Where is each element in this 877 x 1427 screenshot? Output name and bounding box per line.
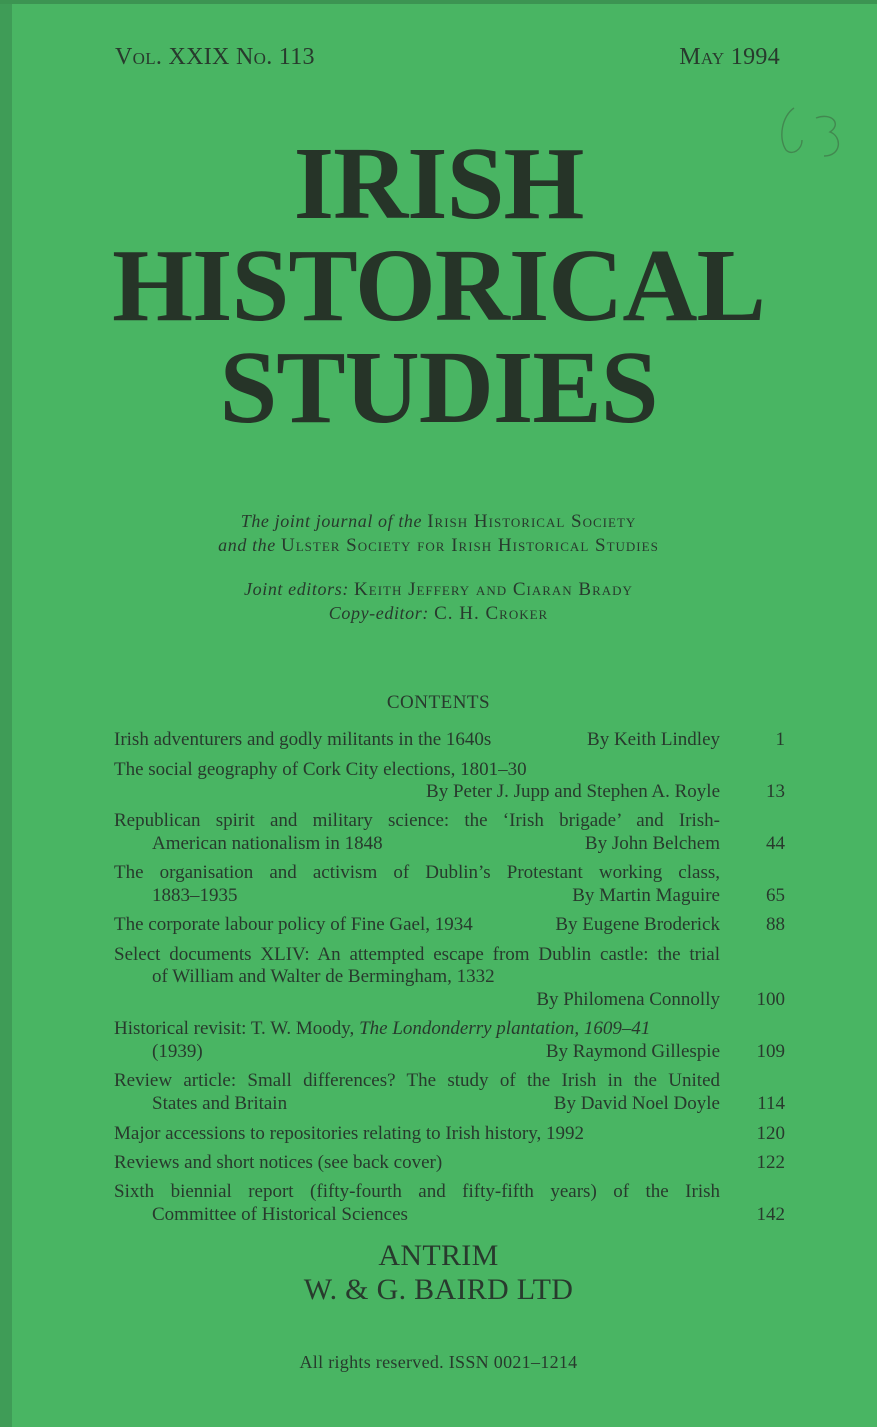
intro-italic-2: and the (218, 535, 276, 555)
toc-title: Reviews and short notices (see back cover) (114, 1152, 443, 1173)
toc-title: The corporate labour policy of Fine Gael, 1934 (114, 914, 473, 935)
issue-date (679, 44, 780, 71)
toc-entry (152, 1040, 720, 1063)
toc-page: 44 (766, 833, 785, 854)
toc-entry (152, 884, 720, 907)
toc-entry (152, 832, 720, 855)
toc-title-cont: (1939) (152, 1041, 203, 1062)
title-line-3: STUDIES (219, 330, 658, 445)
date-text: May 1994 (679, 44, 780, 70)
joint-editors (0, 576, 877, 603)
toc-page: 65 (766, 885, 785, 906)
editors-label: Joint editors: (244, 579, 349, 599)
toc-author: By Raymond Gillespie (545, 1041, 720, 1062)
toc-page: 1 (775, 729, 785, 750)
toc-author: By Peter J. Jupp and Stephen A. Royle (426, 781, 720, 802)
toc-entry (152, 1092, 720, 1115)
toc-title: Major accessions to repositories relating to Irish history, 1992 (114, 1123, 584, 1144)
toc-title-cont: 1883–1935 (152, 885, 238, 906)
toc-page: 88 (766, 914, 785, 935)
toc-entry (114, 913, 720, 936)
toc-title: Irish adventurers and godly militants in the 1640s (114, 729, 492, 750)
toc-author: By Keith Lindley (587, 729, 720, 750)
toc-title: Select documents XLIV: An attempted escape from Dublin castle: the trial (114, 944, 720, 965)
toc-page: 122 (756, 1152, 785, 1173)
toc-author: By Philomena Connolly (536, 989, 720, 1010)
ulster-society: Ulster Society for Irish Historical Studies (280, 535, 659, 556)
copy-editor (0, 600, 877, 627)
volume-label (115, 44, 315, 71)
cover-top-edge (0, 0, 877, 4)
toc-title: The organisation and activism of Dublin’s Protestant working class, (114, 862, 720, 883)
publisher-name: W. & G. BAIRD LTD (303, 1273, 574, 1306)
toc-title: The social geography of Cork City elections, 1801–30 (114, 759, 527, 780)
toc-page: 13 (766, 781, 785, 802)
rights-issn: All rights reserved. ISSN 0021–1214 (299, 1352, 578, 1372)
toc-author: By John Belchem (584, 833, 720, 854)
toc-title: Republican spirit and military science: the ‘Irish brigade’ and Irish- (114, 810, 720, 831)
toc-title-italic: The Londonderry plantation, 1609–41 (359, 1018, 651, 1039)
toc-page: 114 (757, 1093, 785, 1114)
contents-heading: CONTENTS (386, 692, 491, 713)
volume-text: Vol. XXIX No. 113 (115, 44, 315, 70)
copy-editor-name: C. H. Croker (434, 603, 549, 624)
toc-title: Review article: Small differences? The study of the Irish in the United (114, 1070, 720, 1091)
toc-author: By David Noel Doyle (553, 1093, 720, 1114)
toc-author: By Martin Maguire (572, 885, 720, 906)
title-line-2: HISTORICAL (112, 228, 765, 343)
toc-author: By Eugene Broderick (555, 914, 720, 935)
irish-historical-society: Irish Historical Society (427, 511, 637, 532)
toc-page: 100 (756, 989, 785, 1010)
journal-description-2 (0, 532, 877, 559)
toc-title: Sixth biennial report (fifty-fourth and fifty-fifth years) of the Irish (114, 1181, 720, 1202)
toc-title-cont: Committee of Historical Sciences (152, 1204, 408, 1225)
toc-page: 142 (756, 1204, 785, 1225)
toc-page: 109 (756, 1041, 785, 1062)
toc-title-prefix: Historical revisit: T. W. Moody, (114, 1018, 355, 1039)
title-line-1: IRISH (293, 126, 584, 241)
toc-title-cont: of William and Walter de Bermingham, 1332 (152, 966, 495, 987)
intro-italic-1: The joint journal of the (240, 511, 423, 531)
editors-names: Keith Jeffery and Ciaran Brady (354, 579, 633, 600)
toc-title-cont: States and Britain (152, 1093, 288, 1114)
copy-editor-label: Copy-editor: (328, 603, 429, 623)
journal-description-1 (0, 508, 877, 535)
toc-page: 120 (756, 1123, 785, 1144)
toc-entry (114, 728, 720, 751)
toc-title (114, 1017, 720, 1040)
publisher-place: ANTRIM (378, 1239, 499, 1272)
toc-title-cont: American nationalism in 1848 (152, 833, 383, 854)
